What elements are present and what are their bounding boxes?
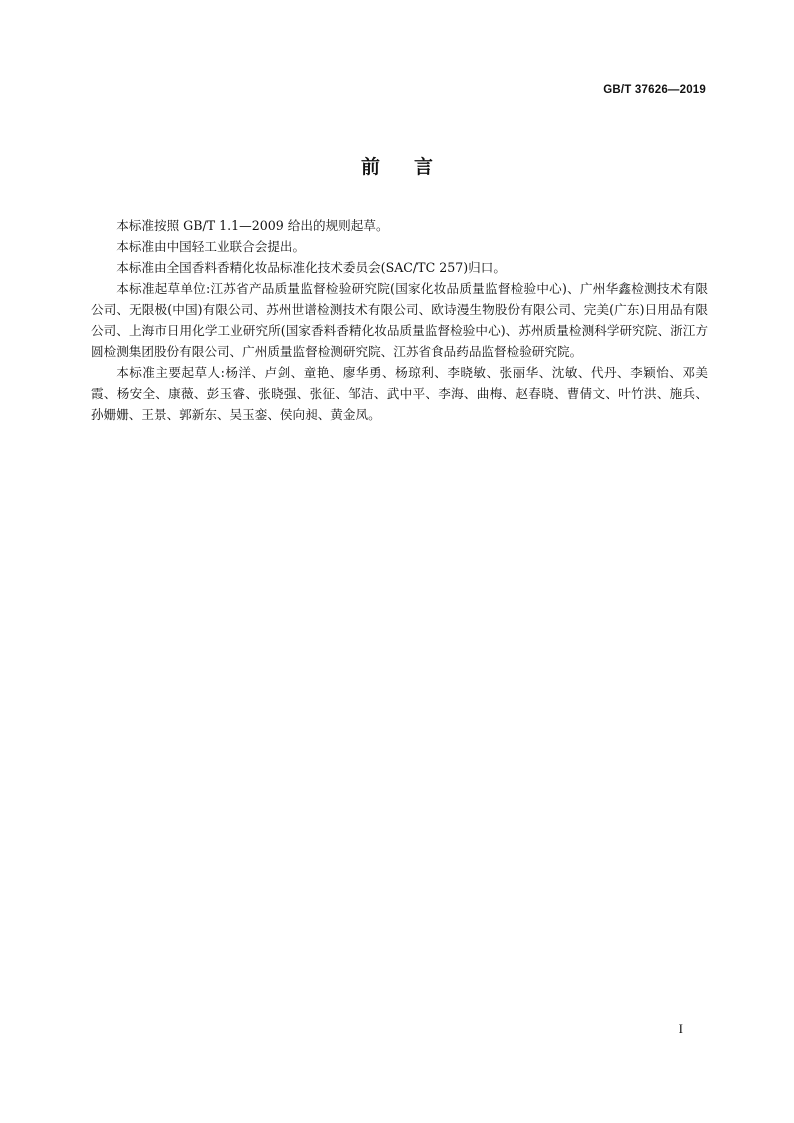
paragraph-committee: 本标准由全国香料香精化妆品标准化技术委员会(SAC/TC 257)归口。	[116, 260, 506, 275]
foreword-body	[91, 215, 708, 425]
paragraph-drafters: 本标准主要起草人:杨洋、卢剑、童艳、廖华勇、杨琼利、李晓敏、张丽华、沈敏、代丹、李颖怡、邓美霞、杨安全、康薇、彭玉睿、张晓强、张征、邹洁、武中平、李海、曲梅、赵春晓、曹倩文、叶竹洪、施兵、孙姗姗、王景、郭新东、吴玉銮、侯向昶、黄金凤。	[91, 365, 708, 422]
paragraph-drafting-units: 本标准起草单位:江苏省产品质量监督检验研究院(国家化妆品质量监督检验中心)、广州华鑫检测技术有限公司、无限极(中国)有限公司、苏州世谱检测技术有限公司、欧诗漫生物股份有限公司、完美(广东)日用品有限公司、上海市日用化学工业研究所(国家香料香精化妆品质量监督检验中心)、苏州质量检测科学研究院、浙江方圆检测集团股份有限公司、广州质量监督检测研究院、江苏省食品药品监督检验研究院。	[91, 281, 708, 359]
page-number: I	[678, 1021, 683, 1036]
paragraph-drafting-rules: 本标准按照 GB/T 1.1—2009 给出的规则起草。	[116, 218, 389, 233]
paragraph-proposer: 本标准由中国轻工业联合会提出。	[116, 239, 306, 254]
standard-code: GB/T 37626—2019	[603, 84, 706, 96]
page-title: 前言	[360, 156, 467, 178]
